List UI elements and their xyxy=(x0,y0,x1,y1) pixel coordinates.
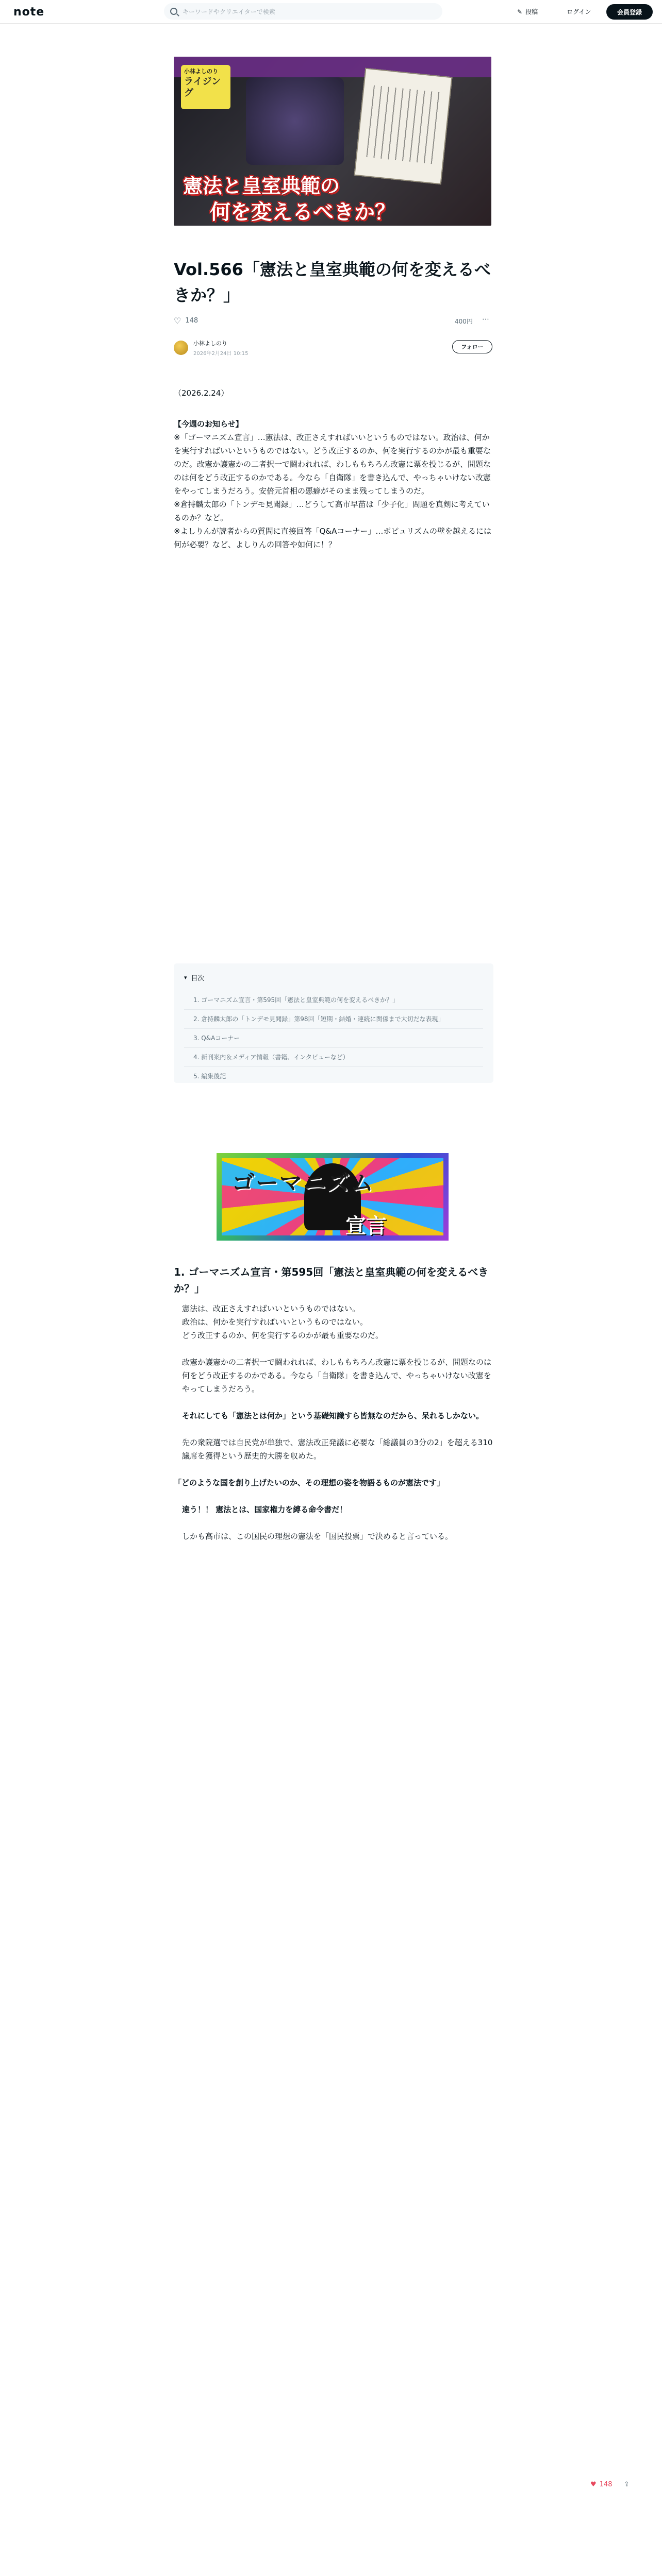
login-button[interactable]: ログイン xyxy=(567,8,591,15)
search-box[interactable] xyxy=(164,3,442,20)
author-info[interactable] xyxy=(174,339,249,357)
search-input[interactable]: キーワードやクリエイターで検索 xyxy=(183,8,275,15)
paragraph xyxy=(174,1302,493,1342)
floating-like-button[interactable] xyxy=(590,2481,612,2488)
cover-image xyxy=(174,57,491,226)
follow-button[interactable]: フォロー xyxy=(452,340,492,353)
heart-icon: ♡ xyxy=(174,316,181,326)
share-icon: ⇪ xyxy=(624,2481,630,2488)
paywall-fade xyxy=(174,2571,493,2576)
pen-icon: ✎ xyxy=(517,8,523,15)
search-icon xyxy=(170,8,177,15)
gomanism-banner xyxy=(217,1153,449,1241)
publish-date: 2026年2月24日 10:15 xyxy=(193,351,249,357)
author-name[interactable]: 小林よしのり xyxy=(193,340,227,347)
post-label: 投稿 xyxy=(525,8,538,15)
toc-title: 目次 xyxy=(191,975,205,982)
paragraph-line: 政治は、何かを実行すればいいというものではない。 xyxy=(182,1317,368,1327)
cover-cloth xyxy=(246,77,344,165)
paragraph-line: 憲法は、改正さえすればいいというものではない。 xyxy=(182,1304,360,1313)
cover-title-line1: 憲法と皇室典範の xyxy=(183,175,340,197)
article-date: （2026.2.24） xyxy=(174,388,229,398)
table-of-contents xyxy=(174,963,493,1083)
signup-button[interactable]: 会員登録 xyxy=(606,4,653,20)
toc-item[interactable]: 1. ゴーマニズム宣言・第595回「憲法と皇室典範の何を変えるべきか？」 xyxy=(184,991,483,1010)
heart-icon: ♥ xyxy=(590,2481,597,2488)
avatar[interactable] xyxy=(174,341,188,355)
more-icon[interactable]: ⋯ xyxy=(482,315,489,324)
toc-item[interactable]: 3. Q&Aコーナー xyxy=(184,1029,483,1048)
notice-block xyxy=(174,417,493,551)
like-button[interactable] xyxy=(174,316,198,326)
floating-share-button[interactable] xyxy=(624,2481,630,2488)
notice-item: ※よしりんが読者からの質問に直接回答「Q&Aコーナー」…ポピュリズムの壁を越えるには何が必要？など、よしりんの回答や如何に！？ xyxy=(174,527,492,549)
cover-book xyxy=(354,68,452,185)
note-logo[interactable]: note xyxy=(13,6,45,19)
price-label: 400円 xyxy=(455,318,473,325)
banner-title: ゴーマニズム xyxy=(232,1170,374,1196)
paragraph-line: どう改正するのか、何を実行するのかが最も重要なのだ。 xyxy=(182,1331,384,1340)
floating-like-count: 148 xyxy=(599,2481,613,2488)
article-title: Vol.566「憲法と皇室典範の何を変えるべきか？」 xyxy=(174,260,491,305)
paragraph: しかも高市は、この国民の理想の憲法を「国民投票」で決めると言っている。 xyxy=(182,1532,453,1541)
paragraph: それにしても「憲法とは何か」という基礎知識すら皆無なのだから、呆れるしかない。 xyxy=(182,1411,484,1420)
quote: 「どのような国を創り上げたいのか、その理想の姿を物語るものが憲法です」 xyxy=(174,1478,445,1487)
post-button[interactable] xyxy=(517,7,538,16)
paragraph: 改憲か護憲かの二者択一で闘われれば、わしももちろん改憲に票を投じるが、問題なのは何をどう改正するのかである。今なら「自衛隊」を書き込んで、やっちゃいけない改憲をやってしまうだろう。 xyxy=(182,1358,492,1394)
cover-badge-line2: ライジング xyxy=(184,76,221,99)
cover-badge-line1: 小林よしのり xyxy=(184,68,218,75)
notice-heading: 【今週のお知らせ】 xyxy=(174,419,243,429)
toc-item[interactable]: 5. 編集後記 xyxy=(193,1073,226,1080)
toc-item[interactable]: 2. 倉持麟太郎の「トンデモ見聞録」第98回「短期・結婚・連続に関係まで大切だな表現」 xyxy=(184,1010,483,1029)
notice-item: ※「ゴーマニズム宣言」…憲法は、改正さえすればいいというものではない。政治は、何かを実行すればいいというものではない。どう改正するのか、何を実行するのかが最も重要なのだ。改憲か護憲かの二者択一で闘われれば、わしももちろん改憲に票を投じるが、問題なのは何をどう改正するのかである。今なら「自衛隊」を書き込んで、やっちゃいけない改憲をやってしまうだろう。安倍元首相の悪癖がそのまま残ってしまうのだ。 xyxy=(174,433,491,496)
section-heading: 1. ゴーマニズム宣言・第595回「憲法と皇室典範の何を変えるべきか？」 xyxy=(174,1266,489,1295)
cover-badge xyxy=(181,65,230,109)
banner-subtitle: 宣言 xyxy=(345,1214,387,1238)
toc-toggle[interactable] xyxy=(184,973,483,982)
site-header xyxy=(0,0,662,24)
cover-title-line2: 何を変えるべきか？ xyxy=(210,200,395,224)
like-count: 148 xyxy=(185,317,198,325)
section-body xyxy=(174,1302,493,1556)
paragraph: 先の衆院選では自民党が単独で、憲法改正発議に必要な「総議員の3分の2」を超える310議席を獲得という歴史的大勝を収めた。 xyxy=(182,1438,493,1461)
toc-item[interactable]: 4. 新刊案内＆メディア情報（書籍、インタビューなど） xyxy=(184,1048,483,1067)
chevron-down-icon: ▾ xyxy=(184,974,187,981)
notice-item: ※倉持麟太郎の「トンデモ見聞録」…どうして高市早苗は「少子化」問題を真剣に考えているのか？など。 xyxy=(174,500,490,522)
paragraph: 違う！！ 憲法とは、国家権力を縛る命令書だ！ xyxy=(182,1505,347,1514)
